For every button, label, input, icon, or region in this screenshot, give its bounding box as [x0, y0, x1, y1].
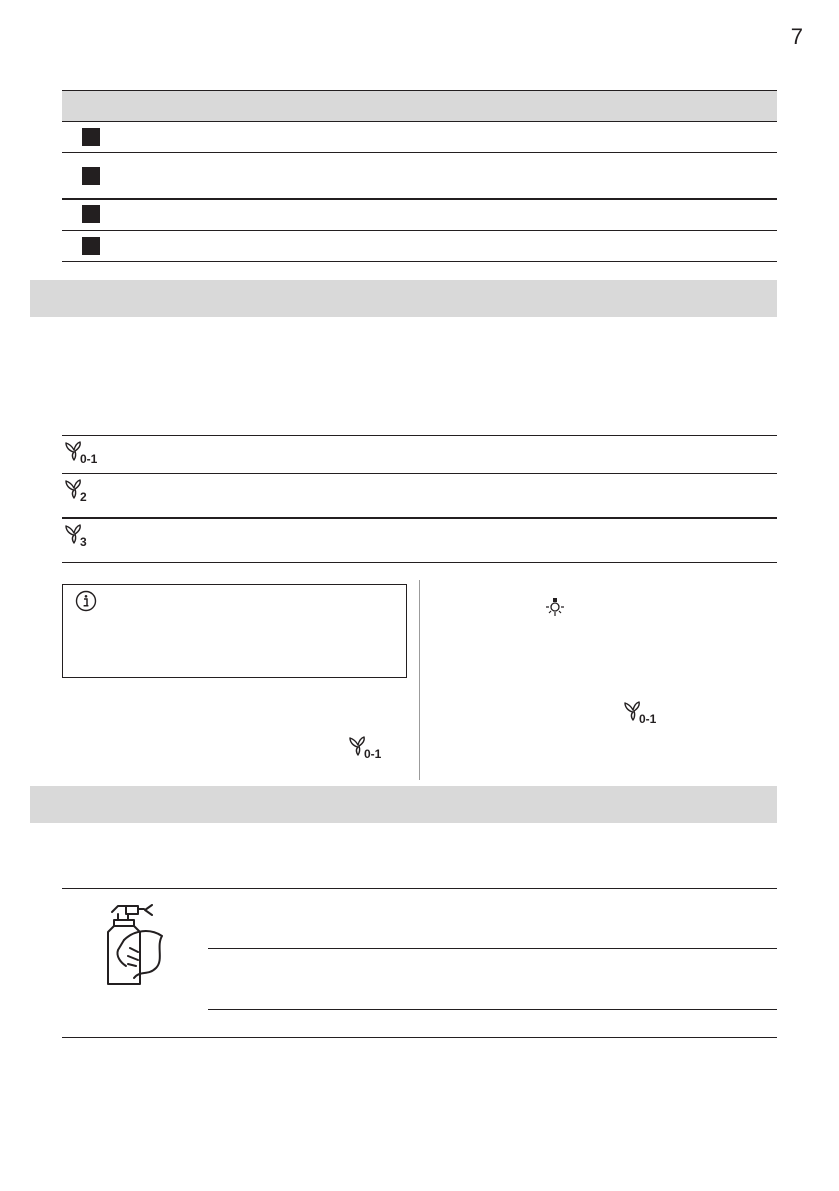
cleaning-table-bottom-border [62, 1037, 777, 1038]
info-icon [75, 590, 97, 617]
table-header-band [62, 91, 777, 121]
table-header-border [62, 121, 777, 122]
fan-table-row-divider [62, 473, 777, 474]
fan-speed-subscript: 0-1 [639, 712, 657, 726]
section-heading-band [30, 786, 777, 823]
fan-speed-subscript: 2 [80, 490, 87, 504]
square-marker [82, 128, 100, 146]
fan-speed-subscript: 0-1 [364, 747, 382, 761]
fan-table-bottom-border [62, 562, 777, 563]
light-bulb-icon [544, 597, 566, 624]
fan-table-top-border [62, 435, 777, 436]
square-marker [82, 237, 100, 255]
cleaning-table-row-divider [208, 948, 777, 949]
fan-table-row-divider [62, 517, 777, 519]
table-row-divider [62, 198, 777, 200]
fan-speed-subscript: 0-1 [80, 452, 98, 466]
spray-and-cloth-icon [104, 904, 168, 991]
table-bottom-border [62, 261, 777, 262]
table-row-divider [62, 152, 777, 153]
fan-speed-subscript: 3 [80, 535, 87, 549]
cleaning-table-top-border [62, 888, 777, 889]
page-number: 7 [790, 24, 803, 49]
info-note-box [62, 584, 407, 678]
square-marker [82, 167, 100, 185]
table-row-divider [62, 230, 777, 231]
table-top-border [62, 90, 777, 91]
column-separator [419, 580, 420, 780]
section-heading-band [30, 280, 777, 317]
cleaning-table-row-divider [208, 1009, 777, 1010]
square-marker [82, 205, 100, 223]
